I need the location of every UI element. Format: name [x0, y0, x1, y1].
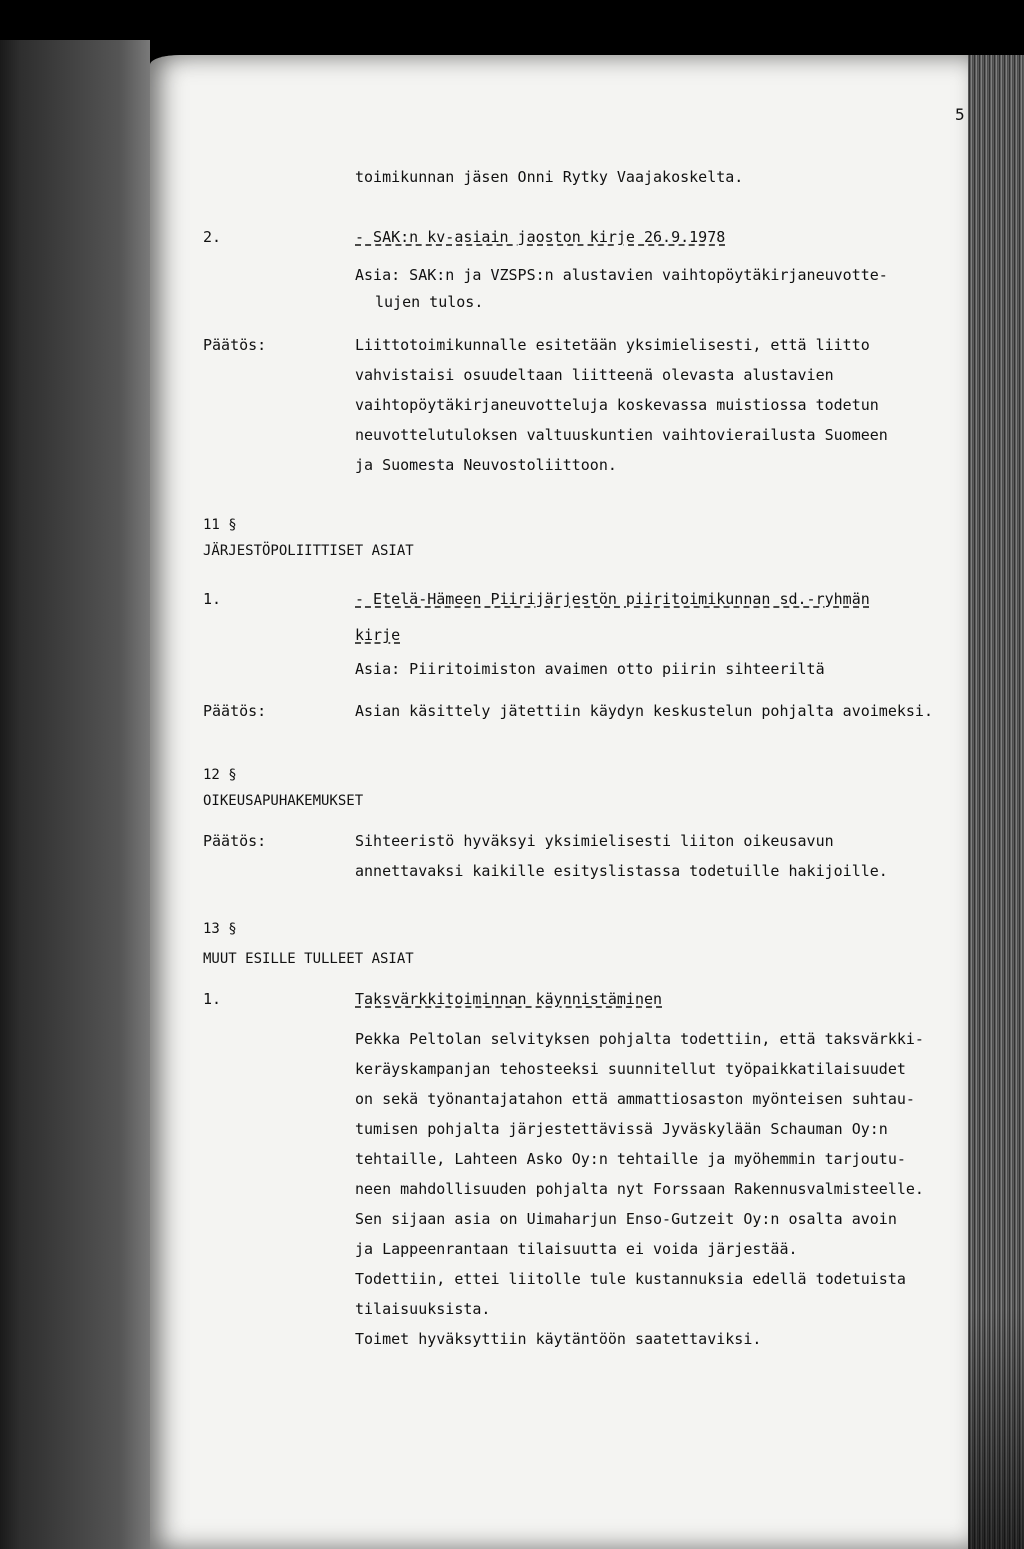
section-13-body-line: Todettiin, ettei liitolle tule kustannuksia edellä todetuista: [355, 1270, 906, 1288]
scan-top-border: [0, 0, 1024, 55]
intro-line: toimikunnan jäsen Onni Rytky Vaajakoskelta.: [355, 168, 744, 186]
section-12-title: OIKEUSAPUHAKEMUKSET: [203, 793, 364, 809]
item-2-decision-line: ja Suomesta Neuvostoliittoon.: [355, 456, 617, 474]
item-2-decision-line: neuvottelutuloksen valtuuskuntien vaihtovierailusta Suomeen: [355, 426, 888, 444]
page-number: 5: [955, 105, 965, 124]
section-13-body-line: keräyskampanjan tehosteeksi suunnitellut työpaikkatilaisuudet: [355, 1060, 906, 1078]
section-12-decision-label: Päätös:: [203, 832, 267, 850]
section-13-body-line: Sen sijaan asia on Uimaharjun Enso-Gutzeit Oy:n osalta avoin: [355, 1210, 897, 1228]
section-13-number: 13 §: [203, 921, 237, 937]
section-13-body-line: Toimet hyväksyttiin käytäntöön saatettaviksi.: [355, 1330, 762, 1348]
item-2-decision-line: Liittotoimikunnalle esitetään yksimielisesti, että liitto: [355, 336, 870, 354]
section-13-body-line: tumisen pohjalta järjestettävissä Jyväskylään Schauman Oy:n: [355, 1120, 888, 1138]
page-stack-edge: [968, 55, 1024, 1549]
item-2-decision-line: vahvistaisi osuudeltaan liitteenä olevasta alustavien: [355, 366, 834, 384]
section-12-number: 12 §: [203, 767, 237, 783]
item-2-number: 2.: [203, 228, 222, 246]
section-11-title: JÄRJESTÖPOLIITTISET ASIAT: [203, 543, 414, 559]
section-13-body-line: on sekä työnantajatahon että ammattiosaston myönteisen suhtau-: [355, 1090, 915, 1108]
section-11-decision: Asian käsittely jätettiin käydyn keskustelun pohjalta avoimeksi.: [355, 702, 933, 720]
section-11-item-title-cont: kirje: [355, 626, 401, 644]
section-13-item-number: 1.: [203, 990, 222, 1008]
section-11-number: 11 §: [203, 517, 237, 533]
section-13-body-line: neen mahdollisuuden pohjalta nyt Forssaan Rakennusvalmisteelle.: [355, 1180, 924, 1198]
section-11-asia: Asia: Piiritoimiston avaimen otto piirin sihteeriltä: [355, 660, 825, 678]
item-2-decision-label: Päätös:: [203, 336, 267, 354]
section-13-title: MUUT ESILLE TULLEET ASIAT: [203, 951, 414, 967]
previous-page-edge: [0, 40, 150, 1549]
item-2-decision-line: vaihtopöytäkirjaneuvotteluja koskevassa muistiossa todetun: [355, 396, 879, 414]
section-13-body-line: ja Lappeenrantaan tilaisuutta ei voida järjestää.: [355, 1240, 798, 1258]
section-11-item-title: - Etelä-Hämeen Piirijärjestön piiritoimikunnan sd.-ryhmän: [355, 590, 870, 608]
section-13-body-line: tilaisuuksista.: [355, 1300, 491, 1318]
section-11-decision-label: Päätös:: [203, 702, 267, 720]
section-13-body-line: tehtaille, Lahteen Asko Oy:n tehtaille ja myöhemmin tarjoutu-: [355, 1150, 906, 1168]
section-11-item-number: 1.: [203, 590, 222, 608]
item-2-title: - SAK:n kv-asiain jaoston kirje 26.9.1978: [355, 228, 726, 246]
section-13-body-line: Pekka Peltolan selvityksen pohjalta todettiin, että taksvärkki-: [355, 1030, 924, 1048]
section-13-item-title: Taksvärkkitoiminnan käynnistäminen: [355, 990, 663, 1008]
section-12-decision-line: annettavaksi kaikille esityslistassa todetuille hakijoille.: [355, 862, 888, 880]
section-12-decision-line: Sihteeristö hyväksyi yksimielisesti liiton oikeusavun: [355, 832, 834, 850]
item-2-asia-line-1: Asia: SAK:n ja VZSPS:n alustavien vaihtopöytäkirjaneuvotte-: [355, 266, 888, 284]
item-2-asia-line-2: lujen tulos.: [375, 293, 484, 311]
